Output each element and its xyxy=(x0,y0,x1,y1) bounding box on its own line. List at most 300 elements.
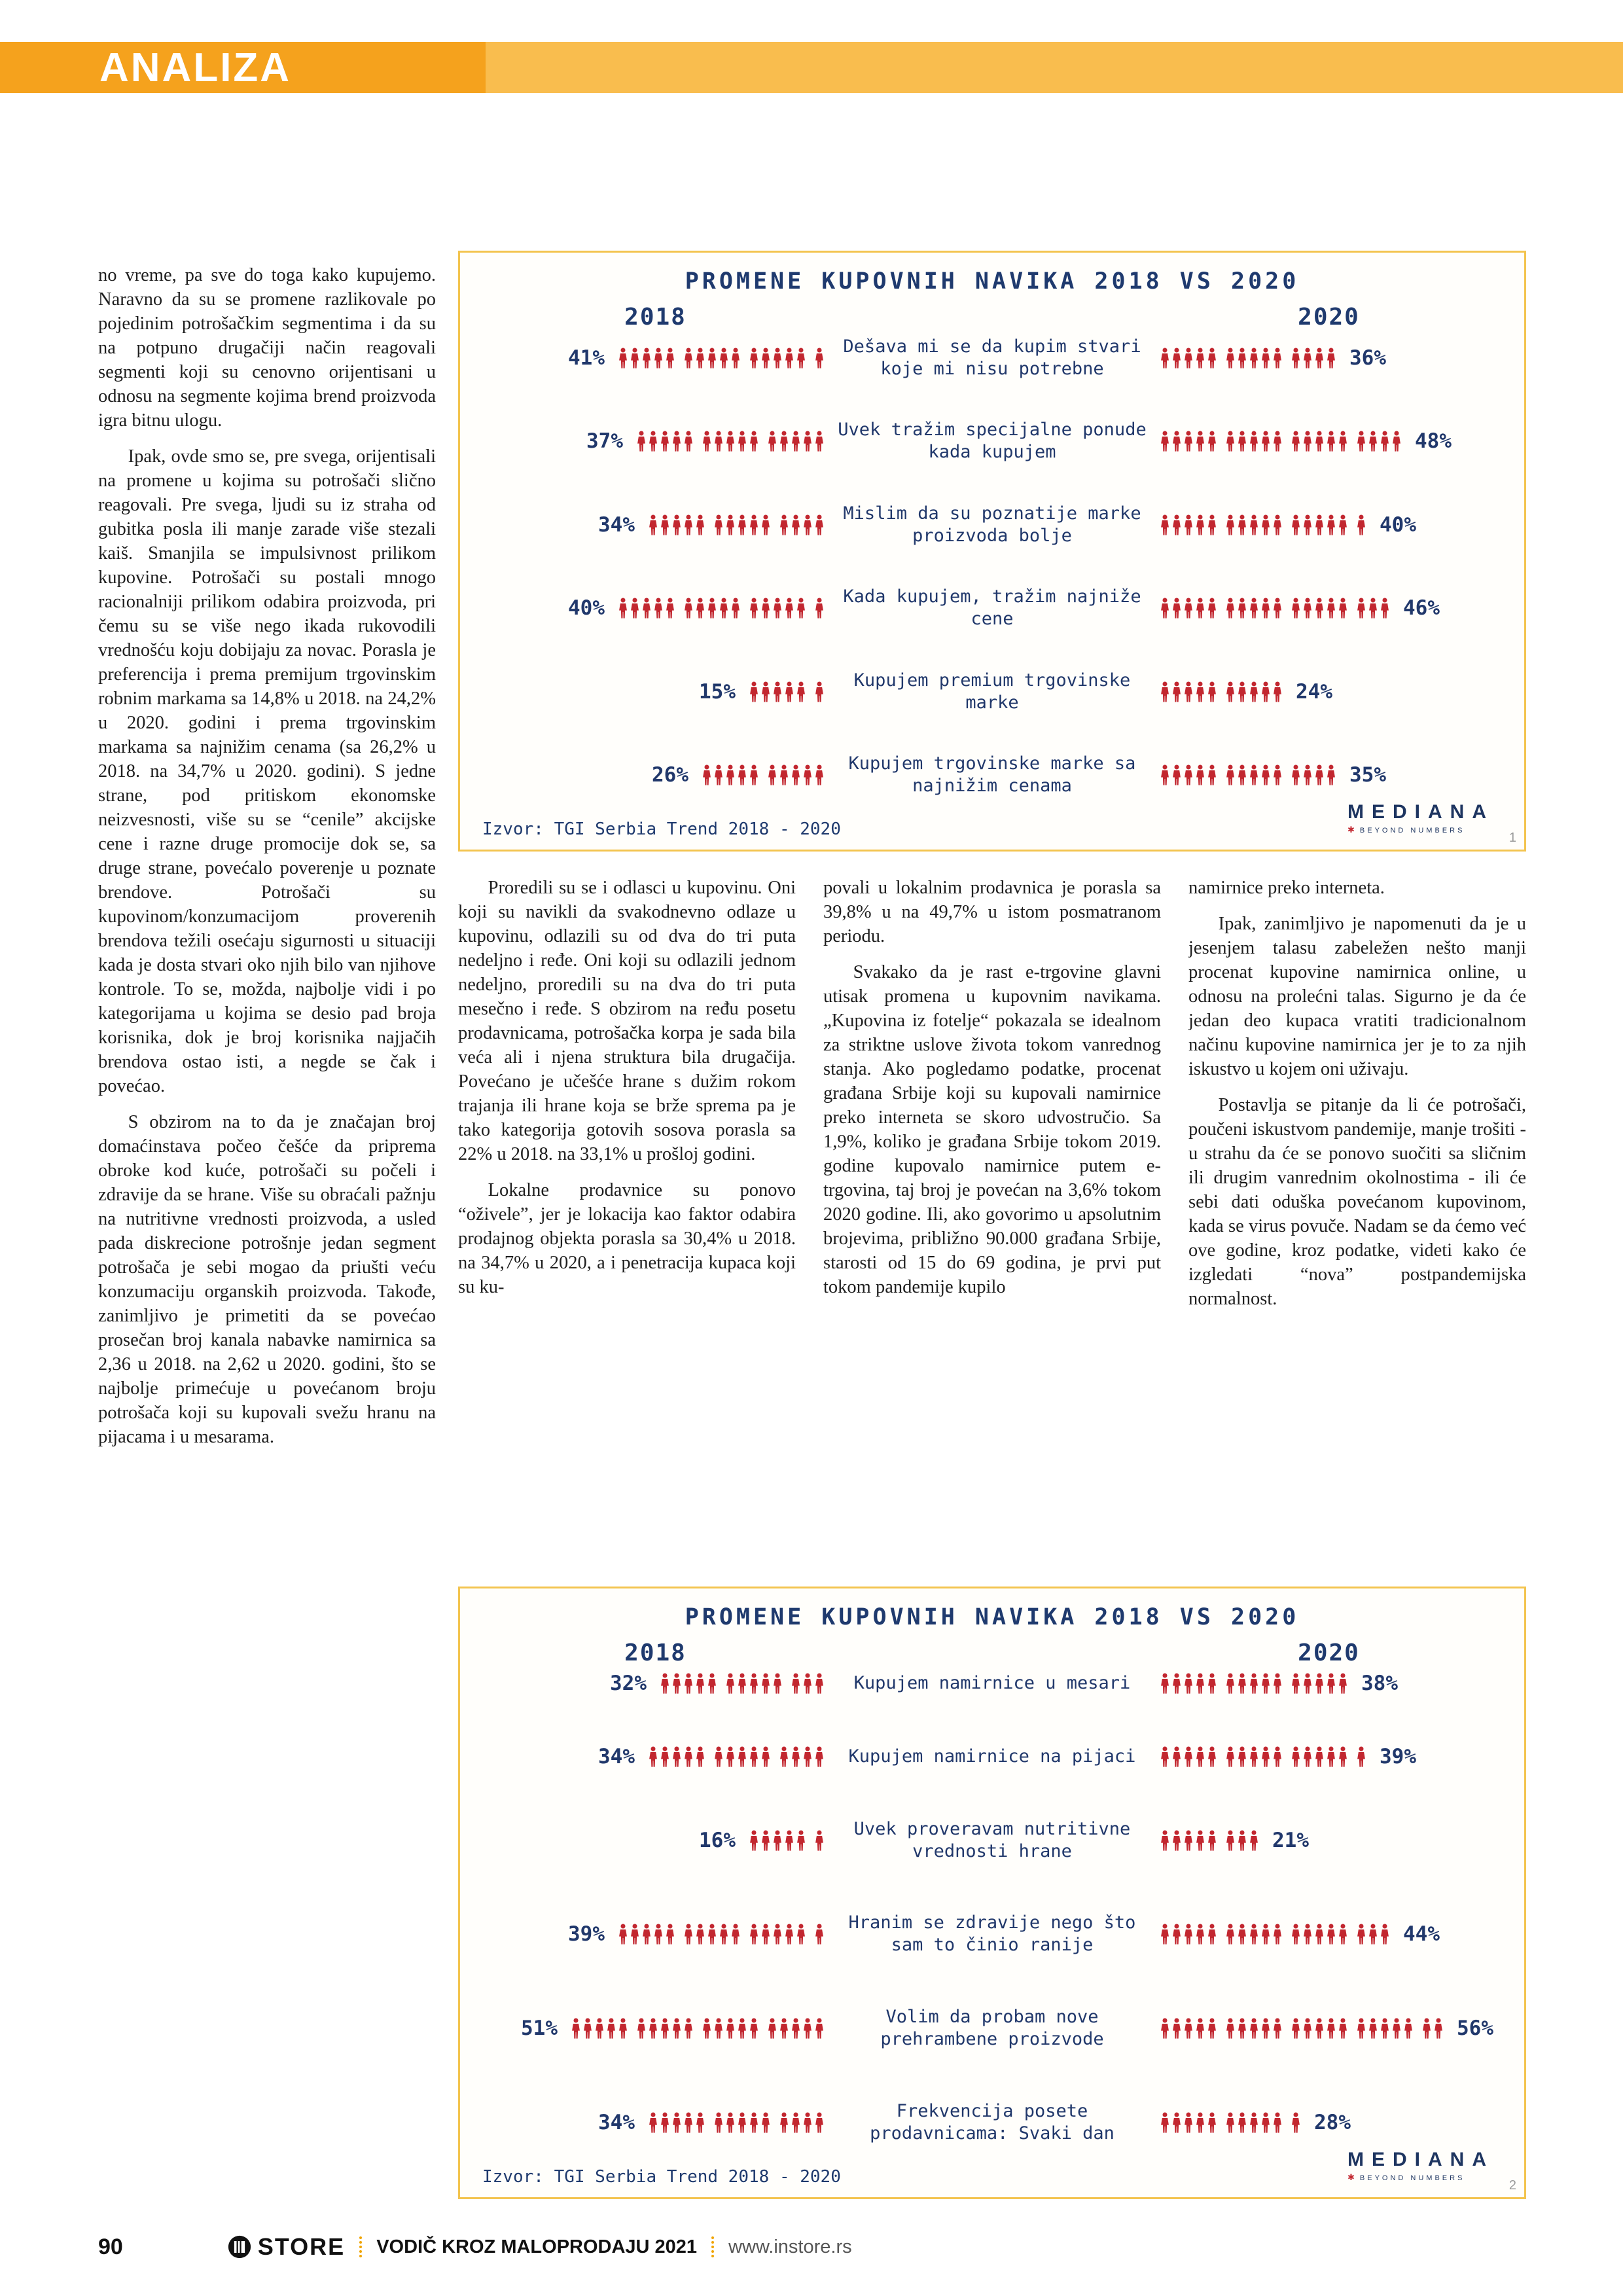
person-icon xyxy=(1237,2017,1247,2040)
person-icon xyxy=(737,1672,747,1695)
chart-row xyxy=(482,586,1502,630)
mediana-logo xyxy=(1347,801,1494,835)
person-icon xyxy=(1237,680,1247,704)
person-icon xyxy=(1249,346,1259,370)
person-icon xyxy=(1272,596,1283,620)
percent-2018: 34% xyxy=(598,2110,635,2134)
person-icon xyxy=(749,2111,759,2134)
paragraph: Ipak, ovde smo se, pre svega, orijentisali na promene u kojima su potrošači slično reagovali. Pre svega, ljudi su iz straha od gubitka posla ili manje zarade više stezali kaiš. Smanjila se impulsivnost prilikom kupovine. Potrošači su postali mnogo racionalniji prilikom odabira proizvoda, pri čemu su se više nego ikada rukovodili vrednošću koju dobijaju za novac. Porasla je preferencija i prema premijum trgovinskim robnim markama sa 14,8% u 2018. na 24,2% u 2020. godini i prema trgovinskim markama sa najnižim cenama (sa 26,2% u 2018. na 34,7% u 2020. godini). S jedne strane, pod pritiskom ekonomske neizvesnosti, više su se “cenile” akcijske cene i razne druge promocije dok se, sa druge strane, povećalo poverenje u poznate brendove. Potrošači su kupovinom/konzumacijom proverenih brendova težili osećaju sigurnosti u situaciji kada je dosta stvari oko njih bilo van njihove kontrole. To se, možda, najbolje vidi i po kategorijama u kojima se desio pad broja korisnika, dok je broj korisnika najjačih brendova ostao isti, a negde se čak i povećao. xyxy=(98,446,436,1096)
person-icon xyxy=(1225,1745,1236,1768)
person-icon xyxy=(1183,763,1194,787)
pictogram xyxy=(567,2017,829,2040)
person-icon xyxy=(1356,1745,1366,1768)
person-icon xyxy=(1291,1745,1301,1768)
person-icon xyxy=(784,596,794,620)
person-icon xyxy=(695,513,705,537)
person-icon xyxy=(671,513,682,537)
person-icon xyxy=(814,1672,825,1695)
person-icon xyxy=(1314,513,1325,537)
person-icon xyxy=(1207,2017,1217,2040)
person-icon xyxy=(802,1672,813,1695)
percent-2020: 24% xyxy=(1296,679,1332,704)
person-icon xyxy=(1195,2017,1205,2040)
row-label: Mislim da su poznatije marke proizvoda bolje xyxy=(843,503,1141,546)
person-icon xyxy=(760,1745,771,1768)
person-icon xyxy=(618,1922,628,1946)
row-label: Frekvencija posete prodavnicama: Svaki dan xyxy=(870,2100,1115,2144)
person-icon xyxy=(713,2111,724,2134)
chart-footnote-number: 2 xyxy=(1508,2178,1516,2193)
person-icon xyxy=(1249,596,1259,620)
row-label: Uvek tražim specijalne ponude kada kupujem xyxy=(838,420,1147,463)
person-icon xyxy=(1291,346,1301,370)
person-icon xyxy=(760,1672,771,1695)
person-icon xyxy=(1272,763,1283,787)
person-icon xyxy=(695,2111,705,2134)
pictogram xyxy=(632,429,829,453)
person-icon xyxy=(653,1922,664,1946)
person-icon xyxy=(760,513,771,537)
person-icon xyxy=(1338,1745,1348,1768)
pictogram xyxy=(644,513,829,537)
pictogram xyxy=(644,2111,829,2134)
chart-rows xyxy=(482,336,1502,797)
chart-row xyxy=(482,1672,1502,1695)
percent-2020: 35% xyxy=(1349,762,1386,787)
chart-row xyxy=(482,753,1502,797)
chart-year-row xyxy=(482,304,1502,331)
person-icon xyxy=(1237,1672,1247,1695)
person-icon xyxy=(1368,596,1378,620)
person-icon xyxy=(713,763,724,787)
pictogram xyxy=(1156,1672,1352,1695)
person-icon xyxy=(1207,1745,1217,1768)
row-label: Dešava mi se da kupim stvari koje mi nisu potrebne xyxy=(843,336,1141,379)
person-icon xyxy=(737,513,747,537)
person-icon xyxy=(713,2017,724,2040)
person-icon xyxy=(725,1745,736,1768)
person-icon xyxy=(702,429,712,453)
person-icon xyxy=(1160,429,1170,453)
person-icon xyxy=(671,429,682,453)
person-icon xyxy=(737,2111,747,2134)
person-icon xyxy=(707,1922,717,1946)
mediana-star-icon: ✱ xyxy=(1347,2172,1357,2182)
person-icon xyxy=(660,1745,670,1768)
chart-source: Izvor: TGI Serbia Trend 2018 - 2020 xyxy=(482,819,841,839)
person-icon xyxy=(1195,1672,1205,1695)
person-icon xyxy=(636,429,647,453)
person-icon xyxy=(1249,429,1259,453)
person-icon xyxy=(1160,513,1170,537)
person-icon xyxy=(1237,513,1247,537)
person-icon xyxy=(1195,763,1205,787)
person-icon xyxy=(1356,2017,1366,2040)
person-icon xyxy=(1183,2017,1194,2040)
person-icon xyxy=(606,2017,616,2040)
chart-row xyxy=(482,670,1502,714)
person-icon xyxy=(1171,1745,1182,1768)
person-icon xyxy=(1160,1922,1170,1946)
person-icon xyxy=(749,346,759,370)
person-icon xyxy=(660,513,670,537)
person-icon xyxy=(802,2017,813,2040)
person-icon xyxy=(1207,346,1217,370)
percent-2020: 28% xyxy=(1314,2110,1351,2134)
person-icon xyxy=(1326,763,1336,787)
person-icon xyxy=(1260,680,1271,704)
person-icon xyxy=(1380,2017,1390,2040)
mediana-tagline: ✱ BEYOND NUMBERS xyxy=(1347,825,1465,834)
person-icon xyxy=(772,346,783,370)
percent-2018: 51% xyxy=(521,2017,558,2041)
year-2018-label: 2018 xyxy=(624,304,687,331)
person-icon xyxy=(1338,1922,1348,1946)
person-icon xyxy=(1249,680,1259,704)
person-icon xyxy=(784,1922,794,1946)
person-icon xyxy=(767,2017,777,2040)
person-icon xyxy=(1225,763,1236,787)
person-icon xyxy=(641,346,652,370)
percent-2020: 44% xyxy=(1403,1922,1440,1946)
person-icon xyxy=(695,1745,705,1768)
person-icon xyxy=(1391,429,1402,453)
chart-title: PROMENE KUPOVNIH NAVIKA 2018 VS 2020 xyxy=(685,1604,1300,1630)
person-icon xyxy=(1291,2111,1301,2134)
person-icon xyxy=(814,763,825,787)
person-icon xyxy=(767,429,777,453)
section-title: ANALIZA xyxy=(99,45,292,90)
pictogram xyxy=(1156,1745,1370,1768)
person-icon xyxy=(1291,2017,1301,2040)
person-icon xyxy=(1272,1672,1283,1695)
person-icon xyxy=(1249,763,1259,787)
person-icon xyxy=(641,1922,652,1946)
person-icon xyxy=(725,1672,736,1695)
person-icon xyxy=(784,1829,794,1852)
percent-2020: 38% xyxy=(1361,1672,1398,1695)
person-icon xyxy=(641,596,652,620)
row-label: Kupujem namirnice u mesari xyxy=(853,1673,1131,1693)
paragraph: Svakako da je rast e-trgovine glavni utisak promena u kupovnim navikama. „Kupovina iz fotelje“ pokazala se idealnom za striktne uslove života tokom vanrednog stanja. Ako pogledamo podatke, procenat građana Srbije koji su kupovali namirnice preko interneta se skoro udvostručio. Sa 1,9%, koliko je građana Srbije tokom 2019. godine kupovalo namirnice putem e-trgovina, taj broj je povećan na 3,6% tokom 2020 godine. Ili, ako govorimo u apsolutnim brojevima, približno 90.000 građana Srbije, starosti od 15 do 69 godina, je prvi put tokom pandemije kupilo xyxy=(823,962,1161,1297)
person-icon xyxy=(1260,429,1271,453)
person-icon xyxy=(1195,1829,1205,1852)
paragraph: Postavlja se pitanje da li će potrošači, poučeni iskustvom pandemije, manje trošiti - u strahu da će se ponovo suočiti sa sličnim ili drugim vanrednim okolnostima - ili će sebi dati oduška povećanom kupovinom, kada se virus povuče. Nadam se da ćemo već ove godine, kroz podatke, videti kako će izgledati “nova” postpandemijska normalnost. xyxy=(1188,1095,1526,1309)
chart-year-row xyxy=(482,1640,1502,1666)
person-icon xyxy=(582,2017,593,2040)
person-icon xyxy=(749,1745,759,1768)
person-icon xyxy=(802,2111,813,2134)
paragraph: S obzirom na to da je značajan broj domaćinstava počeo češće da priprema obroke kod kuće, potrošači su počeli i zdravije da se hrane. Više su obraćali pažnju na nutritivne vrednosti proizvoda, a usled pada diskrecione potrošnje jedan segment potrošača je sebi mogao da priušti veću konzumaciju organskih proizvoda. Takođe, zanimljivo je primetiti da se povećao prosečan broj kanala nabavke namirnica sa 2,36 u 2018. na 2,62 u 2020. godini, što se najbolje primećuje u povećanom broju potrošača koji su kupovali svežu hranu na pijacama i u mesarama. xyxy=(98,1112,436,1447)
person-icon xyxy=(1183,680,1194,704)
person-icon xyxy=(760,680,771,704)
percent-2018: 41% xyxy=(568,346,605,370)
person-icon xyxy=(1326,513,1336,537)
person-icon xyxy=(779,1745,789,1768)
percent-2020: 48% xyxy=(1415,429,1452,454)
person-icon xyxy=(749,1922,759,1946)
percent-2020: 46% xyxy=(1403,596,1440,620)
person-icon xyxy=(1314,596,1325,620)
chart-row xyxy=(482,2100,1502,2145)
person-icon xyxy=(671,1745,682,1768)
person-icon xyxy=(1380,1922,1390,1946)
row-label: Kupujem premium trgovinske marke xyxy=(853,670,1131,713)
year-2020-label: 2020 xyxy=(1298,304,1360,331)
person-icon xyxy=(749,596,759,620)
pictogram xyxy=(1156,680,1287,704)
website-url: www.instore.rs xyxy=(728,2236,852,2257)
person-icon xyxy=(1302,429,1313,453)
row-label: Kupujem namirnice na pijaci xyxy=(848,1746,1136,1767)
person-icon xyxy=(671,2017,682,2040)
person-icon xyxy=(707,346,717,370)
percent-2020: 40% xyxy=(1380,512,1416,537)
person-icon xyxy=(1260,513,1271,537)
person-icon xyxy=(660,429,670,453)
person-icon xyxy=(1260,1922,1271,1946)
person-icon xyxy=(1225,2111,1236,2134)
percent-2018: 39% xyxy=(568,1922,605,1946)
person-icon xyxy=(1249,1745,1259,1768)
percent-2018: 40% xyxy=(568,596,605,620)
person-icon xyxy=(702,763,712,787)
person-icon xyxy=(802,1745,813,1768)
person-icon xyxy=(1225,596,1236,620)
person-icon xyxy=(1338,429,1348,453)
person-icon xyxy=(791,763,801,787)
person-icon xyxy=(1403,2017,1414,2040)
person-icon xyxy=(719,346,729,370)
person-icon xyxy=(1249,2017,1259,2040)
pictogram xyxy=(656,1672,829,1695)
person-icon xyxy=(683,1745,694,1768)
person-icon xyxy=(725,2111,736,2134)
person-icon xyxy=(648,2111,658,2134)
person-icon xyxy=(1260,763,1271,787)
person-icon xyxy=(1171,763,1182,787)
person-icon xyxy=(1195,2111,1205,2134)
pictogram xyxy=(745,1829,829,1852)
person-icon xyxy=(1368,1922,1378,1946)
store-logo-icon xyxy=(228,2235,251,2259)
chart-row xyxy=(482,503,1502,547)
person-icon xyxy=(791,513,801,537)
person-icon xyxy=(1302,1745,1313,1768)
person-icon xyxy=(814,429,825,453)
person-icon xyxy=(1302,346,1313,370)
person-icon xyxy=(1272,513,1283,537)
person-icon xyxy=(779,429,789,453)
article-column-4 xyxy=(1188,876,1526,1577)
person-icon xyxy=(1237,2111,1247,2134)
person-icon xyxy=(1183,513,1194,537)
person-icon xyxy=(1237,596,1247,620)
person-icon xyxy=(1272,346,1283,370)
pictogram xyxy=(614,596,829,620)
person-icon xyxy=(1260,1745,1271,1768)
person-icon xyxy=(1338,1672,1348,1695)
person-icon xyxy=(772,1672,783,1695)
person-icon xyxy=(1160,2111,1170,2134)
person-icon xyxy=(1249,1672,1259,1695)
person-icon xyxy=(1171,596,1182,620)
person-icon xyxy=(772,680,783,704)
person-icon xyxy=(1171,1672,1182,1695)
person-icon xyxy=(1291,429,1301,453)
person-icon xyxy=(1160,346,1170,370)
person-icon xyxy=(1326,346,1336,370)
person-icon xyxy=(1225,2017,1236,2040)
person-icon xyxy=(660,1672,670,1695)
person-icon xyxy=(1260,2111,1271,2134)
person-icon xyxy=(1356,596,1366,620)
band-yellow-block xyxy=(486,42,1623,93)
person-icon xyxy=(1207,763,1217,787)
chart-box-habits-1 xyxy=(458,251,1526,852)
row-label: Kupujem trgovinske marke sa najnižim cenama xyxy=(848,753,1136,796)
person-icon xyxy=(814,513,825,537)
pictogram xyxy=(745,680,829,704)
person-icon xyxy=(1421,2017,1432,2040)
person-icon xyxy=(1237,1745,1247,1768)
mediana-logo xyxy=(1347,2149,1494,2183)
person-icon xyxy=(814,1829,825,1852)
pictogram xyxy=(614,1922,829,1946)
person-icon xyxy=(1171,1922,1182,1946)
person-icon xyxy=(779,513,789,537)
person-icon xyxy=(784,680,794,704)
person-icon xyxy=(814,680,825,704)
person-icon xyxy=(1207,429,1217,453)
person-icon xyxy=(1225,1829,1236,1852)
person-icon xyxy=(648,429,658,453)
store-wordmark: STORE xyxy=(257,2233,346,2260)
person-icon xyxy=(695,1672,705,1695)
person-icon xyxy=(791,1672,801,1695)
person-icon xyxy=(1272,2111,1283,2134)
person-icon xyxy=(1291,1672,1301,1695)
person-icon xyxy=(1160,1672,1170,1695)
person-icon xyxy=(1380,429,1390,453)
person-icon xyxy=(725,763,736,787)
person-icon xyxy=(1195,1745,1205,1768)
person-icon xyxy=(1302,596,1313,620)
person-icon xyxy=(1237,429,1247,453)
person-icon xyxy=(814,1745,825,1768)
page-number: 90 xyxy=(98,2234,123,2259)
percent-2018: 26% xyxy=(652,762,688,787)
person-icon xyxy=(683,2017,694,2040)
person-icon xyxy=(648,2017,658,2040)
pictogram xyxy=(1156,763,1340,787)
person-icon xyxy=(1249,2111,1259,2134)
pictogram xyxy=(1156,2017,1448,2040)
person-icon xyxy=(1291,763,1301,787)
person-icon xyxy=(1302,1922,1313,1946)
pictogram xyxy=(1156,596,1394,620)
person-icon xyxy=(814,2017,825,2040)
person-icon xyxy=(630,1922,640,1946)
person-icon xyxy=(702,2017,712,2040)
article-column-2 xyxy=(458,876,796,1577)
person-icon xyxy=(749,1672,759,1695)
row-label: Kada kupujem, tražim najniže cene xyxy=(843,586,1141,630)
person-icon xyxy=(1183,1745,1194,1768)
person-icon xyxy=(749,2017,759,2040)
guide-title: VODIČ KROZ MALOPRODAJU 2021 xyxy=(376,2236,698,2257)
person-icon xyxy=(784,346,794,370)
person-icon xyxy=(725,429,736,453)
person-icon xyxy=(1237,1922,1247,1946)
person-icon xyxy=(1314,1745,1325,1768)
person-icon xyxy=(730,346,741,370)
person-icon xyxy=(1302,763,1313,787)
chart-rows xyxy=(482,1672,1502,2145)
person-icon xyxy=(1183,2111,1194,2134)
person-icon xyxy=(737,763,747,787)
person-icon xyxy=(796,1829,806,1852)
person-icon xyxy=(802,513,813,537)
year-2020-label: 2020 xyxy=(1298,1640,1360,1666)
paragraph: povali u lokalnim prodavnica je porasla sa 39,8% u na 49,7% u istom posmatranom periodu. xyxy=(823,878,1161,946)
person-icon xyxy=(730,1922,741,1946)
pictogram xyxy=(1156,513,1370,537)
percent-2018: 32% xyxy=(610,1672,647,1695)
person-icon xyxy=(1326,1672,1336,1695)
chart-footnote-number: 1 xyxy=(1508,831,1516,845)
person-icon xyxy=(1260,346,1271,370)
row-label: Volim da probam nove prehrambene proizvode xyxy=(880,2007,1104,2050)
paragraph: Proredili su se i odlasci u kupovinu. Oni koji su navikli da svakodnevno odlaze u kupovinu, odlazili su od dva do tri puta nedeljno i ređe. Oni koji su odlazili jednom nedeljno, proredili su na dva do tri puta mesečno i ređe. S obzirom na ređu posetu prodavnicama, potrošačka korpa je sada bila veća ali i njena struktura bila drugačija. Povećano je učešće hrane s dužim rokom trajanja ili hrane koja se brže sprema pa je tako kategorija gotovih sosova porasla sa 22% u 2018. na 33,1% u prošloj godini. xyxy=(458,878,796,1164)
chart-row xyxy=(482,1818,1502,1863)
article-column-3 xyxy=(823,876,1161,1577)
person-icon xyxy=(1195,513,1205,537)
person-icon xyxy=(653,346,664,370)
person-icon xyxy=(1260,1672,1271,1695)
person-icon xyxy=(1391,2017,1402,2040)
person-icon xyxy=(1207,1829,1217,1852)
person-icon xyxy=(802,763,813,787)
person-icon xyxy=(791,2111,801,2134)
person-icon xyxy=(760,596,771,620)
person-icon xyxy=(1207,513,1217,537)
person-icon xyxy=(1249,1829,1259,1852)
person-icon xyxy=(737,429,747,453)
person-icon xyxy=(779,763,789,787)
person-icon xyxy=(1160,763,1170,787)
person-icon xyxy=(1171,1829,1182,1852)
person-icon xyxy=(1314,429,1325,453)
chart-row xyxy=(482,1912,1502,1956)
person-icon xyxy=(660,2111,670,2134)
pictogram xyxy=(1156,429,1406,453)
person-icon xyxy=(630,596,640,620)
person-icon xyxy=(1183,429,1194,453)
person-icon xyxy=(737,1745,747,1768)
person-icon xyxy=(1225,1922,1236,1946)
mediana-tagline: ✱ BEYOND NUMBERS xyxy=(1347,2172,1465,2182)
person-icon xyxy=(749,763,759,787)
person-icon xyxy=(802,429,813,453)
person-icon xyxy=(796,1922,806,1946)
person-icon xyxy=(1171,513,1182,537)
person-icon xyxy=(1302,513,1313,537)
person-icon xyxy=(1326,429,1336,453)
person-icon xyxy=(1433,2017,1444,2040)
percent-2020: 39% xyxy=(1380,1744,1416,1768)
person-icon xyxy=(665,596,675,620)
